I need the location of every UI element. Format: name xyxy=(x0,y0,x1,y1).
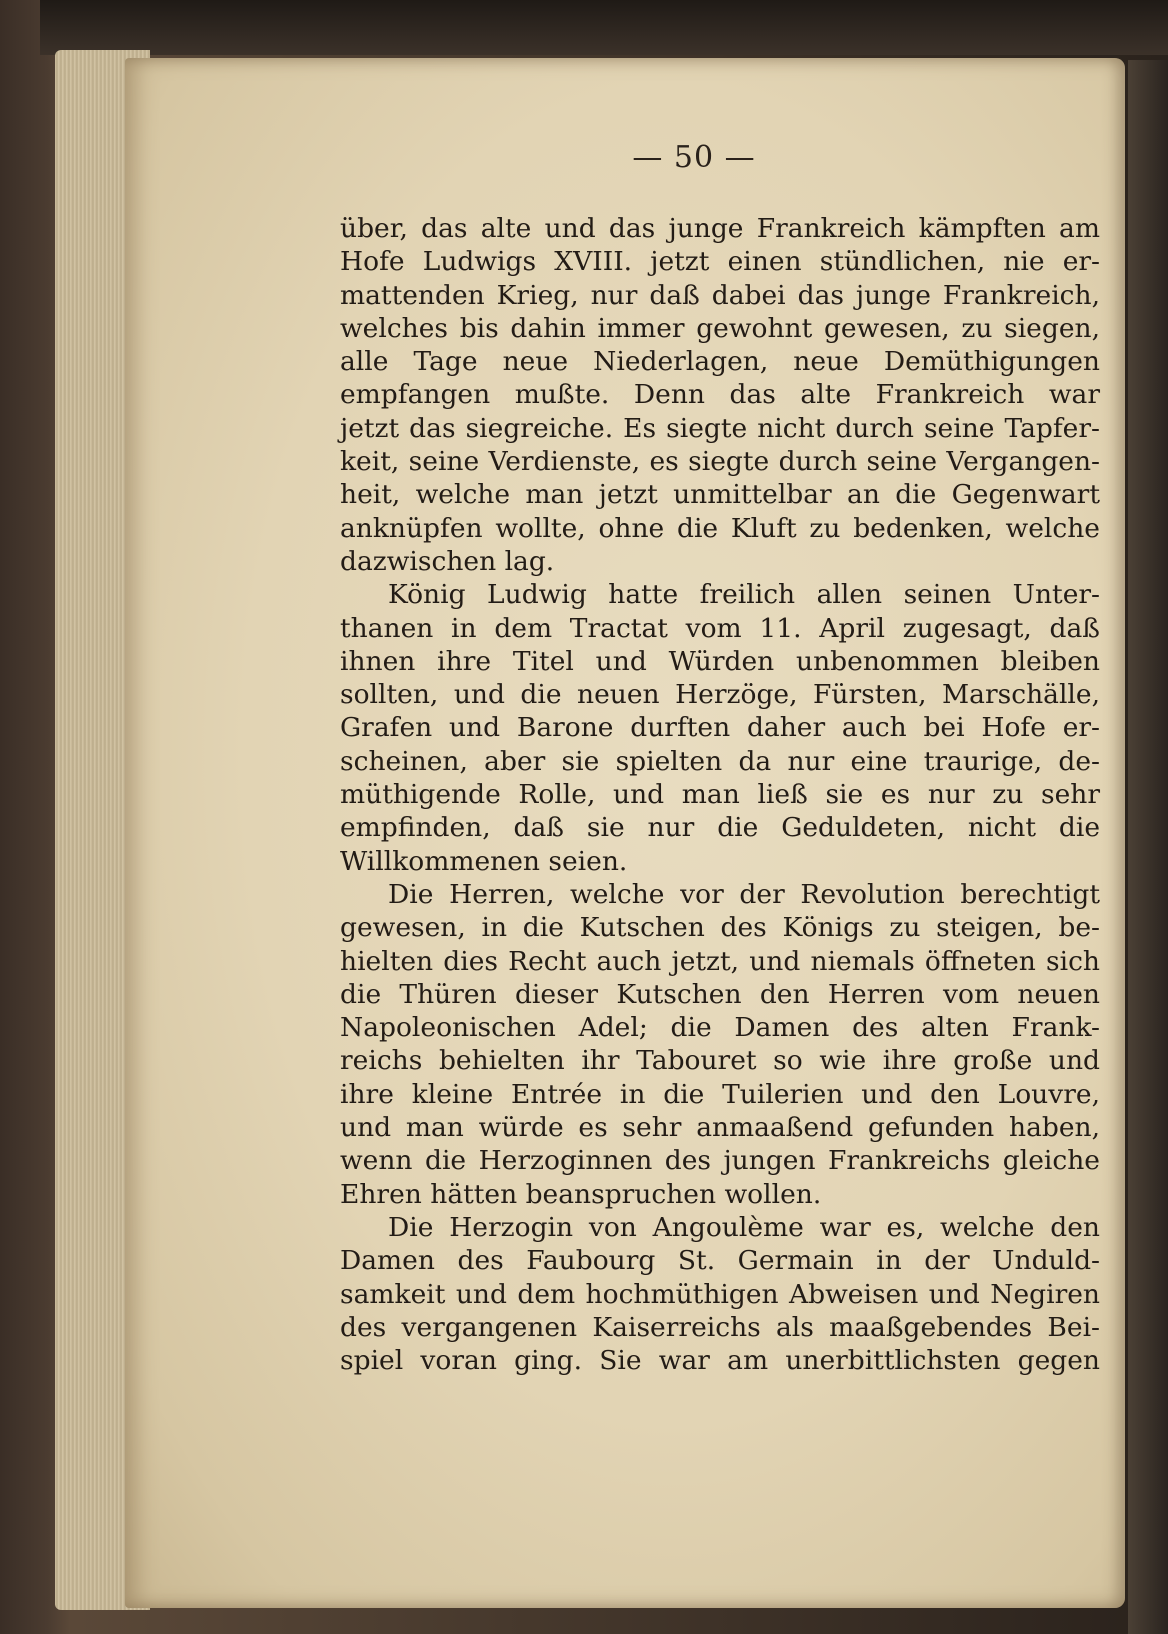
text-line: Hofe Ludwigs XVIII. jetzt einen stündlichen, nie er- xyxy=(340,246,1100,278)
text-line: Die Herzogin von Angoulème war es, welche den xyxy=(388,1211,1100,1243)
text-line: müthigende Rolle, und man ließ sie es nur zu sehr xyxy=(340,779,1100,811)
text-line: anknüpfen wollte, ohne die Kluft zu bedenken, welche xyxy=(340,512,1100,544)
text-line: Willkommenen seien. xyxy=(340,845,628,877)
text-line: die Thüren dieser Kutschen den Herren vom neuen xyxy=(340,978,1100,1010)
book-cover-right xyxy=(1128,60,1168,1634)
book-cover-top xyxy=(40,0,1168,55)
text-line: jetzt das siegreiche. Es siegte nicht durch seine Tapfer- xyxy=(340,412,1100,444)
text-line: gewesen, in die Kutschen des Königs zu steigen, be- xyxy=(340,912,1100,944)
text-line: empfangen mußte. Denn das alte Frankreich war xyxy=(340,379,1100,411)
text-line: Die Herren, welche vor der Revolution berechtigt xyxy=(388,878,1100,910)
text-line: ihre kleine Entrée in die Tuilerien und den Louvre, xyxy=(340,1078,1100,1110)
page-number: — 50 — xyxy=(632,140,756,175)
text-line: mattenden Krieg, nur daß dabei das junge Frankreich, xyxy=(340,279,1100,311)
text-line: sollten, und die neuen Herzöge, Fürsten, Marschälle, xyxy=(340,679,1100,711)
text-line: über, das alte und das junge Frankreich kämpften am xyxy=(340,213,1100,244)
text-line: welches bis dahin immer gewohnt gewesen, zu siegen, xyxy=(340,312,1100,344)
text-line: König Ludwig hatte freilich allen seinen Unter- xyxy=(388,579,1100,611)
text-line: Damen des Faubourg St. Germain in der Unduld- xyxy=(340,1245,1100,1277)
text-line: Ehren hätten beanspruchen wollen. xyxy=(340,1178,822,1210)
text-line: spiel voran ging. Sie war am unerbittlichsten gegen xyxy=(340,1345,1100,1377)
text-line: samkeit und dem hochmüthigen Abweisen und Negiren xyxy=(340,1278,1100,1310)
text-line: Napoleonischen Adel; die Damen des alten Frank- xyxy=(340,1012,1100,1044)
text-line: wenn die Herzoginnen des jungen Frankreichs gleiche xyxy=(340,1145,1100,1177)
text-line: ihnen ihre Titel und Würden unbenommen bleiben xyxy=(340,645,1100,677)
text-line: dazwischen lag. xyxy=(340,545,555,577)
text-line: empfinden, daß sie nur die Geduldeten, nicht die xyxy=(340,812,1100,844)
text-line: reichs behielten ihr Tabouret so wie ihre große und xyxy=(340,1045,1100,1077)
text-line: Grafen und Barone durften daher auch bei Hofe er- xyxy=(340,712,1100,744)
text-line: scheinen, aber sie spielten da nur eine traurige, de- xyxy=(340,745,1100,777)
text-line: hielten dies Recht auch jetzt, und niemals öffneten sich xyxy=(340,945,1100,977)
body-text xyxy=(340,212,1100,1377)
text-line: und man würde es sehr anmaaßend gefunden haben, xyxy=(340,1112,1100,1144)
text-line: heit, welche man jetzt unmittelbar an die Gegenwart xyxy=(340,479,1100,511)
text-line: des vergangenen Kaiserreichs als maaßgebendes Bei- xyxy=(340,1311,1100,1343)
text-line: thanen in dem Tractat vom 11. April zugesagt, daß xyxy=(340,612,1100,644)
text-line: keit, seine Verdienste, es siegte durch seine Vergangen- xyxy=(340,446,1100,478)
text-line: alle Tage neue Niederlagen, neue Demüthigungen xyxy=(340,346,1100,378)
